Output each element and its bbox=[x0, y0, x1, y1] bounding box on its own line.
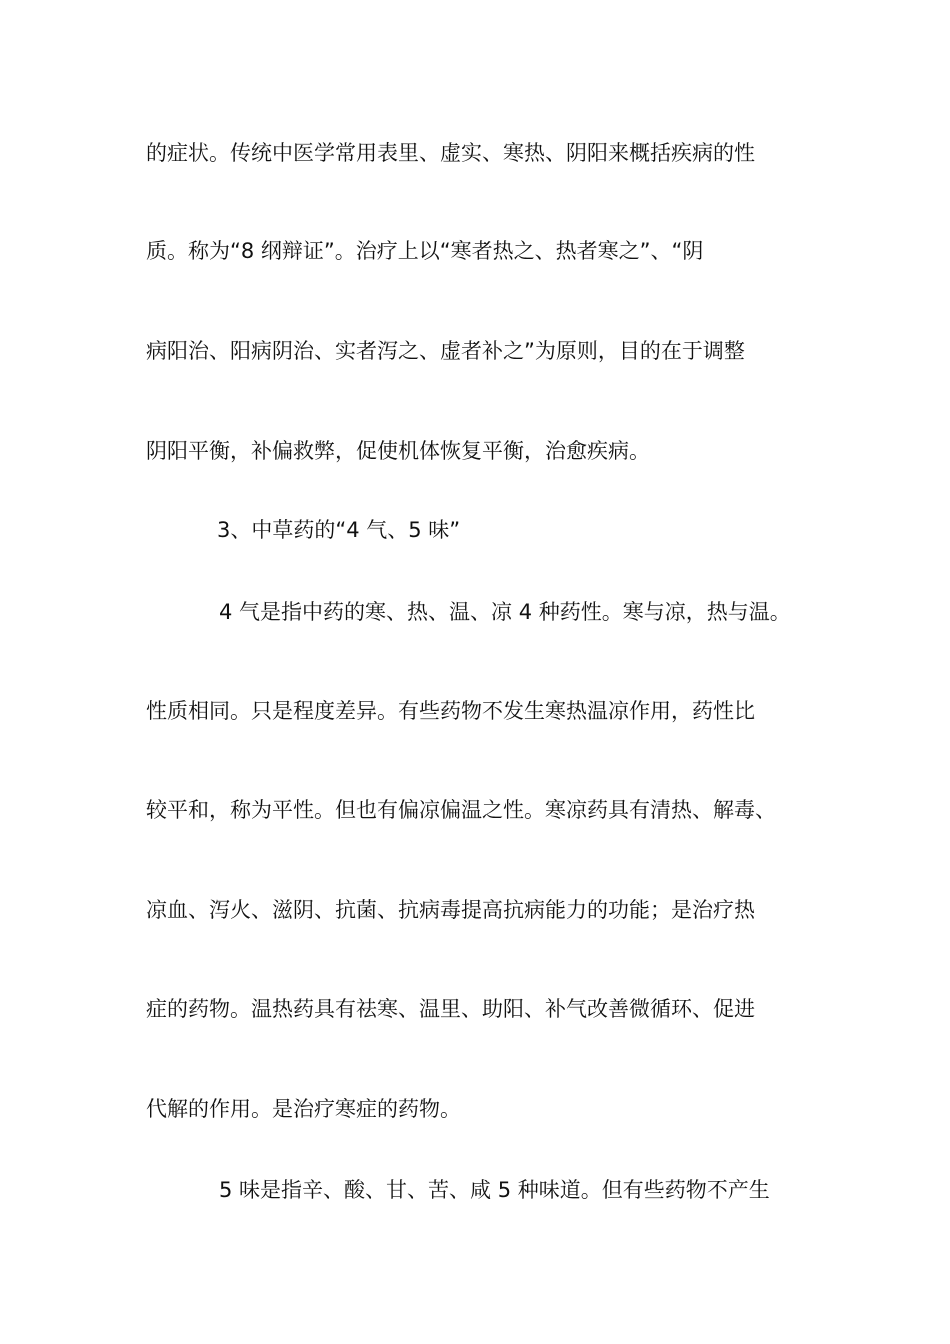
paragraph-line-5: 4 气是指中药的寒、热、温、凉 4 种药性。寒与凉，热与温。 bbox=[219, 600, 791, 624]
paragraph-line-3: 病阳治、阳病阴治、实者泻之、虚者补之”为原则，目的在于调整 bbox=[146, 339, 745, 363]
paragraph-line-2: 质。称为“8 纲辩证”。治疗上以“寒者热之、热者寒之”、“阴 bbox=[146, 239, 704, 263]
paragraph-line-7: 较平和，称为平性。但也有偏凉偏温之性。寒凉药具有清热、解毒、 bbox=[146, 798, 776, 822]
paragraph-line-4: 阴阳平衡，补偏救弊，促使机体恢复平衡，治愈疾病。 bbox=[146, 439, 650, 463]
paragraph-line-6: 性质相同。只是程度差异。有些药物不发生寒热温凉作用，药性比 bbox=[146, 699, 755, 723]
paragraph-line-11: 5 味是指辛、酸、甘、苦、咸 5 种味道。但有些药物不产生 bbox=[219, 1178, 770, 1202]
paragraph-line-10: 代解的作用。是治疗寒症的药物。 bbox=[146, 1097, 461, 1121]
paragraph-line-9: 症的药物。温热药具有祛寒、温里、助阳、补气改善微循环、促进 bbox=[146, 997, 755, 1021]
paragraph-line-1: 的症状。传统中医学常用表里、虚实、寒热、阴阳来概括疾病的性 bbox=[146, 141, 755, 165]
section-heading: 3、中草药的“4 气、5 味” bbox=[217, 518, 461, 542]
paragraph-line-8: 凉血、泻火、滋阴、抗菌、抗病毒提高抗病能力的功能；是治疗热 bbox=[146, 898, 755, 922]
